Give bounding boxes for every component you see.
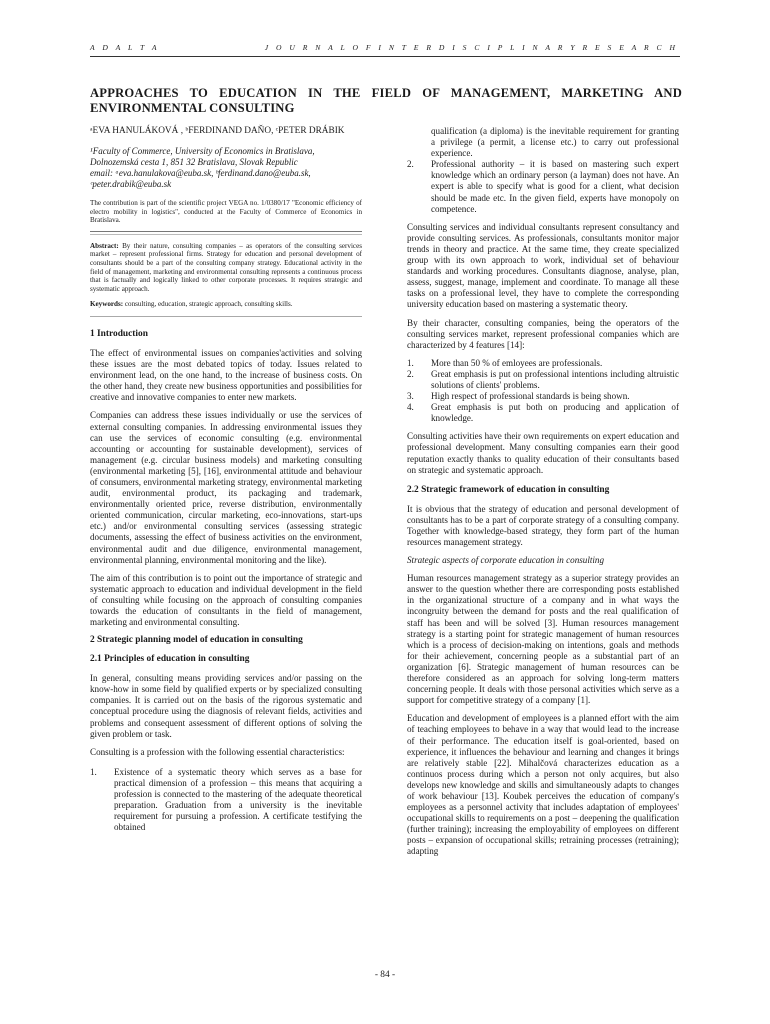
list-item [407,159,679,214]
subheading-italic: Strategic aspects of corporate education in consulting [407,555,605,566]
left-column [90,126,362,833]
author-emails: email: ᵃeva.hanulakova@euba.sk, ᵇferdinand.dano@euba.sk, ᶜpeter.drabik@euba.sk [90,168,311,189]
funding-note: The contribution is part of the scientific project VEGA no. 1/0380/17 "Economic efficiency of electro mobility in logistics", conducted at the Faculty of Commerce of Economics in Bratislava. [90,199,362,225]
list-text: Existence of a systematic theory which serves as a base for practical dimension of a profession – this means that acquiring a profession is connected to the mastering of the adequate theoretical preparation. Graduation from a university is the inevitable requirement for pursuing a profession. A certificate testifying the obtained [114,766,362,833]
list-number: 1. [407,357,414,368]
list-number: 3. [407,391,414,402]
list-number: 2. [407,368,414,379]
journal-full-name: J O U R N A L O F I N T E R D I S C I P L I N A R Y R E S E A R C H [264,43,678,52]
paragraph: Consulting activities have their own requirements on expert education and professional development. Many consulting companies earn their good reputation exactly thanks to quality education of their consultants based on strategic and systematic approach. [407,431,679,475]
list-text: Great emphasis is put on professional intentions including altruistic solutions of clients' problems. [431,368,679,390]
paragraph: The aim of this contribution is to point out the importance of strategic and systematic approach to education and individual development in the field of consulting while focusing on the approach of consulting companies towards the education of consultants in the field of management, marketing and environmental consulting. [90,572,362,628]
list-item [407,391,679,402]
page-number: - 84 - [374,970,396,980]
paragraph: Consulting services and individual consultants represent consultancy and provide consulting services. As professionals, consultants monitor major trends in theory and practice. At the same time, they create specialized group with its own approach to work, individual set of behaviour standards and working procedures. Consultants diagnose, analyse, plan, assess, suggest, manage, implement and coordinate. To manage all these tasks on a professional level, they have to complete the corresponding university education based on mastering a systematic theory. [407,221,679,310]
subsection-heading-2-1: 2.1 Principles of education in consulting [90,654,250,665]
list-item [90,767,362,834]
list-text: Professional authority – it is based on mastering such expert knowledge which an ordinary person (a layman) does not have. An expert is able to specify what is good for a client, what decision should be made etc. In the given field, experts have monopoly on competence. [431,159,679,214]
header-rule [90,56,680,57]
list-number: 2. [407,159,414,170]
section-heading-introduction: 1 Introduction [90,328,148,339]
paragraph: By their character, consulting companies, being the operators of the consulting services market, represent professional companies which are characterized by 4 features [14]: [407,317,679,350]
list-item [407,358,679,369]
subsection-heading-2-2: 2.2 Strategic framework of education in consulting [407,484,610,495]
right-column [407,126,679,858]
list-text: Great emphasis is put both on producing and application of knowledge. [431,402,679,424]
section-heading-2: 2 Strategic planning model of education in consulting [90,635,303,646]
keywords-label: Keywords: [90,300,124,309]
paragraph: Human resources management strategy as a superior strategy provides an answer to the question whether there are corresponding posts established in the organizational structure of a company and in what ways the incongruity between the demand for posts and the real qualification of staff has been and will be solved [3]. Human resources management strategy is a starting point for strategic management of human resources which is a process of decision-making on intentions, goals and methods for their achievement, concerning people as a substantial part of an organization [6]. Strategic management of human resources can be therefore considered as an approach for solving long-term matters concerning people. It deals with those personal activities which serve as a support for competitive strategy of a company [1]. [407,573,679,706]
abstract-rule-top [90,231,362,235]
list-text: qualification (a diploma) is the inevitable requirement for granting a privilege (a permit, a license etc.) to carry out professional experience. [431,126,679,159]
list-number: 1. [90,766,97,777]
paragraph: Education and development of employees is a planned effort with the aim of teaching employees to behave in a way that would lead to the increase of their performance. The education itself is goal-oriented, based on experience, it influences the behaviour and learning and changes it brings are relatively stable [22]. Mihalčová characterizes education as a continuos process during which a person not only acquires, but also develops new knowledge and skills and simultaneously adapts to changes of work behaviour [13]. Koubek perceives the education of company's employees as a personnel activity that includes adaptation of employees' occupational skills to requirements on a post – deepening the qualification (further training); increasing the employability of employees on different posts – expansion of occupational skills; retraining processes (retraining); adapting [407,713,679,857]
list-text: High respect of professional standards is being shown. [431,391,630,402]
journal-short-name: A D A L T A [90,43,160,52]
list-item [407,402,679,424]
paper-title: APPROACHES TO EDUCATION IN THE FIELD OF MANAGEMENT, MARKETING AND ENVIRONMENTAL CONSULTING [90,86,682,115]
keywords [90,300,362,309]
paragraph: Companies can address these issues individually or use the services of external consulting companies. In addressing environmental issues they can use the services of economic consulting (e.g. environmental accounting or accounting for sustainable development), services of management (e.g. circular business models) and marketing consulting (environmental marketing [5], [16], environmental attitude and behaviour of consumers, environmental marketing strategy, environmental marketing audit, environmental product, its packaging and trademark, environmentally oriented price, reverse distribution, environmentally oriented communication, circular marketing, eco-innovations, start-ups etc.) and/or environmental consulting services (assessing strategic documents, assessing the effect of business activities on the environment, environmental audit and due diligence, environmental management, environmental planning, environmental monitoring and the like). [90,410,362,565]
paragraph: It is obvious that the strategy of education and personal development of consultants has to be a part of corporate strategy of a consulting company. Together with knowledge-based strategy, they form part of the human resources management strategy. [407,503,679,547]
affiliation: ¹Faculty of Commerce, University of Economics in Bratislava, Dolnozemská cesta 1, 851 32 Bratislava, Slovak Republic [90,146,315,167]
keywords-text: consulting, education, strategic approach, consulting skills. [124,300,293,309]
abstract [90,242,362,294]
abstract-text: By their nature, consulting companies – as operators of the consulting services market – represent professional firms. Strategy for education and personal development of consultants should be a part of the consulting company strategy. Educational activity in the field of management, marketing and environmental consulting represents a continuous process that is factually and logically linked to other corporate processes. It requires strategic and systematic approach. [90,241,362,293]
list-number: 4. [407,402,414,413]
abstract-label: Abstract: [90,241,119,250]
paragraph: In general, consulting means providing services and/or passing on the know-how in some field by qualified experts or by specialized consulting companies. It is carried out on the basis of the rigorous systematic and conceptual procedure using the diagnosis of relevant fields, activities and problems and consequent assessment of different options of solving the given problem or task. [90,673,362,739]
list-item [407,369,679,391]
paragraph: The effect of environmental issues on companies'activities and solving these issues are the most debated topics of today. Issues related to environment lead, on the one hand, to the increase of business costs. On the other hand, they create new business opportunities and possibilities for creative and innovative companies to enter new markets. [90,347,362,403]
abstract-rule-bottom [90,316,362,317]
authors: ᵃEVA HANULÁKOVÁ , ᵇFERDINAND DAŇO, ᶜPETER DRÁBIK [90,126,345,136]
list-text: More than 50 % of emloyees are professionals. [431,357,603,368]
list-item-continued [407,126,679,159]
paragraph: Consulting is a profession with the following essential characteristics: [90,746,345,757]
